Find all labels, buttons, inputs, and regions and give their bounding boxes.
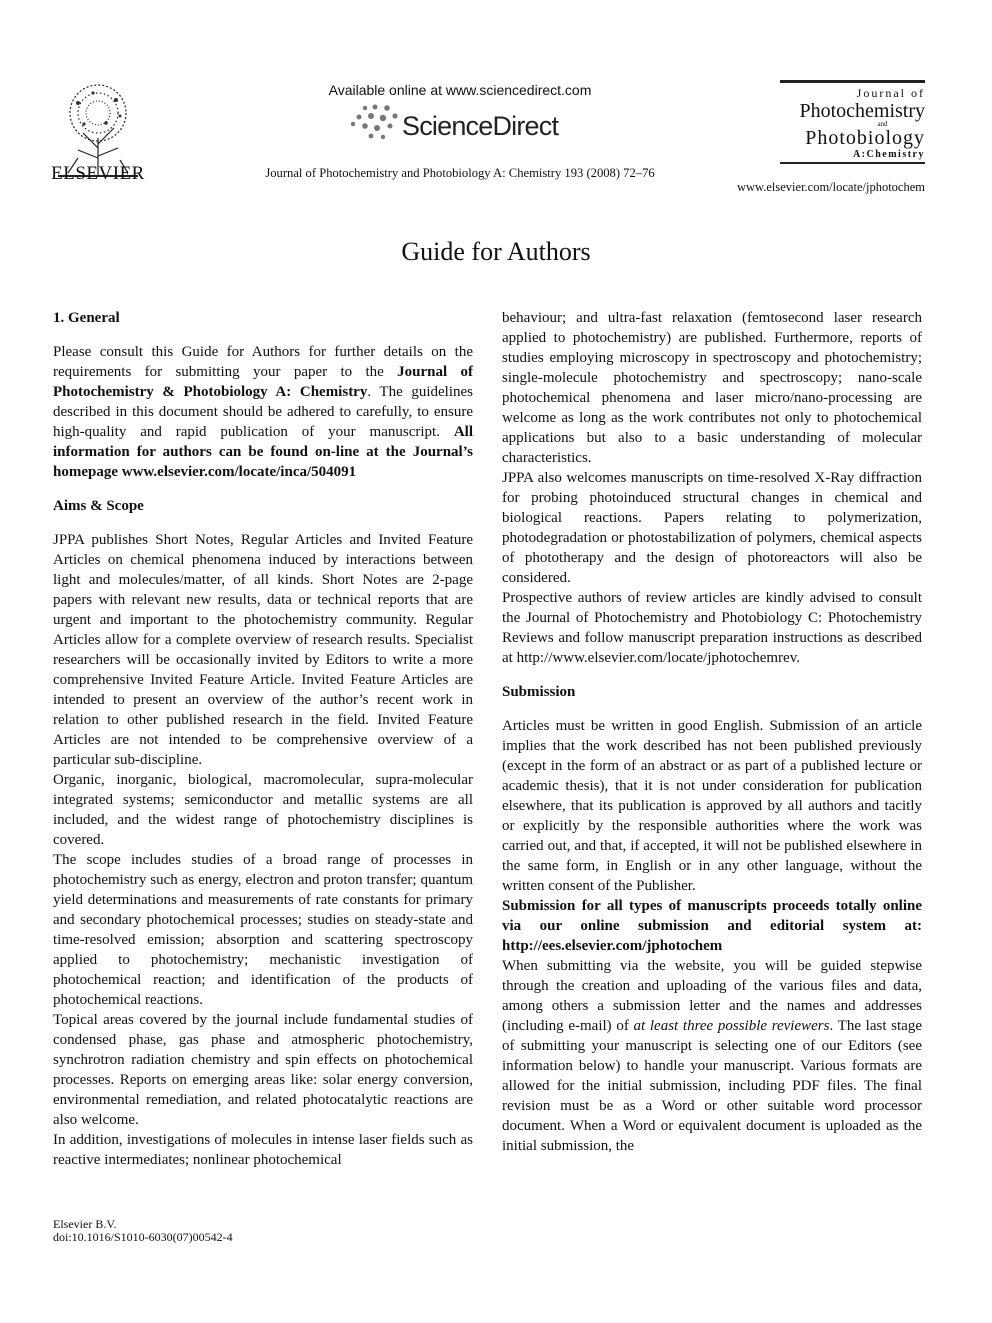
submission-paragraph: [502, 956, 922, 1156]
journal-logo-line: Photochemistry: [799, 100, 925, 122]
section-heading-submission: Submission: [502, 684, 576, 700]
section-heading-general: 1. General: [53, 310, 120, 326]
footer: [53, 1218, 233, 1244]
aims-paragraph: Organic, inorganic, biological, macromolecular, supra-molecular integrated systems; semiconductor and metallic systems are all included, and the widest range of photochemistry disciplines is covered.: [53, 772, 473, 848]
text-run: Please consult this Guide for Authors for further details on the requirements for submitting your paper to the: [53, 344, 473, 380]
aims-paragraph: In addition, investigations of molecules in intense laser fields such as reactive intermediates; nonlinear photochemical: [53, 1132, 473, 1168]
aims-paragraph-continued: behaviour; and ultra-fast relaxation (femtosecond laser research applied to photochemistry) are published. Furthermore, reports of studies employing microscopy in spectroscopy and photochemistry; single-molecule photochemistry and spectroscopy; nano-scale photochemical phenomena and laser micro/nano-processing are welcome as long as the work contributes not only to photochemical applications but also to a basic understanding of molecular characteristics.: [502, 310, 922, 466]
available-online-note: Available online at www.sciencedirect.com: [328, 82, 592, 98]
text-run: . The guidelines described in this document should be adhered to carefully, to ensure high-quality and rapid publication of your manuscript.: [53, 384, 473, 440]
section-heading-aims: Aims & Scope: [53, 498, 144, 514]
footer-doi: doi:10.1016/S1010-6030(07)00542-4: [53, 1230, 233, 1244]
aims-paragraph: The scope includes studies of a broad range of processes in photochemistry such as energy, electron and proton transfer; quantum yield determinations and measurements of rate constants for primary and secondary photochemical processes; studies on steady-state and time-resolved emission; absorption and scattering spectroscopy applied to photochemistry; mechanistic investigation of photochemical reaction; and identification of the products of photochemical reactions.: [53, 852, 473, 1008]
submission-online-notice: [502, 896, 922, 956]
journal-logo-rule-top: [780, 80, 925, 83]
submission-link-bold[interactable]: Submission for all types of manuscripts proceeds totally online via our online submission and editorial system at: http://ees.elsevier.com/jphotochem: [502, 898, 922, 954]
right-column: [502, 308, 922, 1156]
footer-publisher: Elsevier B.V.: [53, 1217, 117, 1231]
text-run: When submitting via the website, you will be guided stepwise through the creation and uploading of the various files and data, among others a submission letter and the names and addresses (including e-mail) of: [502, 958, 922, 1034]
publisher-name: ELSEVIER: [51, 163, 145, 184]
journal-logo-line: and: [877, 120, 888, 128]
journal-logo-line: Journal of: [856, 86, 925, 100]
journal-name-bold: Journal of Photochemistry & Photobiology A: Chemistry: [53, 364, 473, 400]
journal-logo-line: A:Chemistry: [852, 149, 925, 160]
submission-paragraph: Articles must be written in good English. Submission of an article implies that the work described has not been published previously (except in the form of an abstract or as part of a published lecture or academic thesis), that it is not under consideration for publication elsewhere, that its publication is approved by all authors and tacitly or explicitly by the responsible authorities where the work was carried out, and that, if accepted, it will not be published elsewhere in the same form, in English or in any other language, without the written consent of the Publisher.: [502, 718, 922, 894]
aims-paragraph: Topical areas covered by the journal include fundamental studies of condensed phase, gas phase and atmospheric photochemistry, synchrotron radiation chemistry and spin effects on photochemical processes. Reports on emerging areas like: solar energy conversion, environmental remediation, and related photocatalytic reactions are also welcome.: [53, 1012, 473, 1128]
left-column: [53, 308, 473, 1170]
journal-logo-rule-bottom: [780, 162, 925, 164]
journal-logo-line: Photobiology: [805, 127, 925, 149]
homepage-info-bold[interactable]: All information for authors can be found on-line at the Journal’s homepage www.elsevier.com/locate/inca/504091: [53, 424, 473, 480]
aims-paragraph: JPPA publishes Short Notes, Regular Articles and Invited Feature Articles on chemical phenomena induced by interactions between light and molecules/matter, of all kinds. Short Notes are 2-page papers with relevant new results, data or technical reports that are urgent and important to the photochemistry community. Regular Articles allow for a complete overview of research results. Specialist researchers will be occasionally invited by Editors to write a more comprehensive Invited Feature Article. Invited Feature Articles are intended to present an overview of the author’s recent work in relation to other published research in the field. Invited Feature Articles are not intended to be comprehensive overview of a particular sub-discipline.: [53, 532, 473, 768]
journal-citation: Journal of Photochemistry and Photobiology A: Chemistry 193 (2008) 72–76: [265, 166, 655, 180]
sciencedirect-wordmark: ScienceDirect: [402, 111, 559, 141]
general-paragraph: [53, 342, 473, 482]
journal-homepage-link[interactable]: www.elsevier.com/locate/jphotochem: [736, 180, 925, 194]
aims-paragraph: Prospective authors of review articles are kindly advised to consult the Journal of Photochemistry and Photobiology C: Photochemistry Reviews and follow manuscript preparation instructions as described at http://www.elsevier.com/locate/jphotochemrev.: [502, 590, 922, 666]
journal-logo: [780, 80, 925, 164]
reviewers-italic: at least three possible reviewers: [633, 1018, 830, 1034]
page-title: Guide for Authors: [401, 237, 591, 266]
text-run: . The last stage of submitting your manuscript is selecting one of our Editors (see information below) to handle your manuscript. Various formats are allowed for the initial submission, including PDF files. The final revision must be as a Word or other suitable word processor document. When a Word or equivalent document is uploaded as the initial submission, the: [502, 1018, 923, 1154]
aims-paragraph: JPPA also welcomes manuscripts on time-resolved X-Ray diffraction for probing photoinduced structural changes in chemical and biological reactions. Papers relating to polymerization, photodegradation or photostabilization of polymers, chemical aspects of phototherapy and the design of photoreactors will also be considered.: [502, 470, 922, 586]
